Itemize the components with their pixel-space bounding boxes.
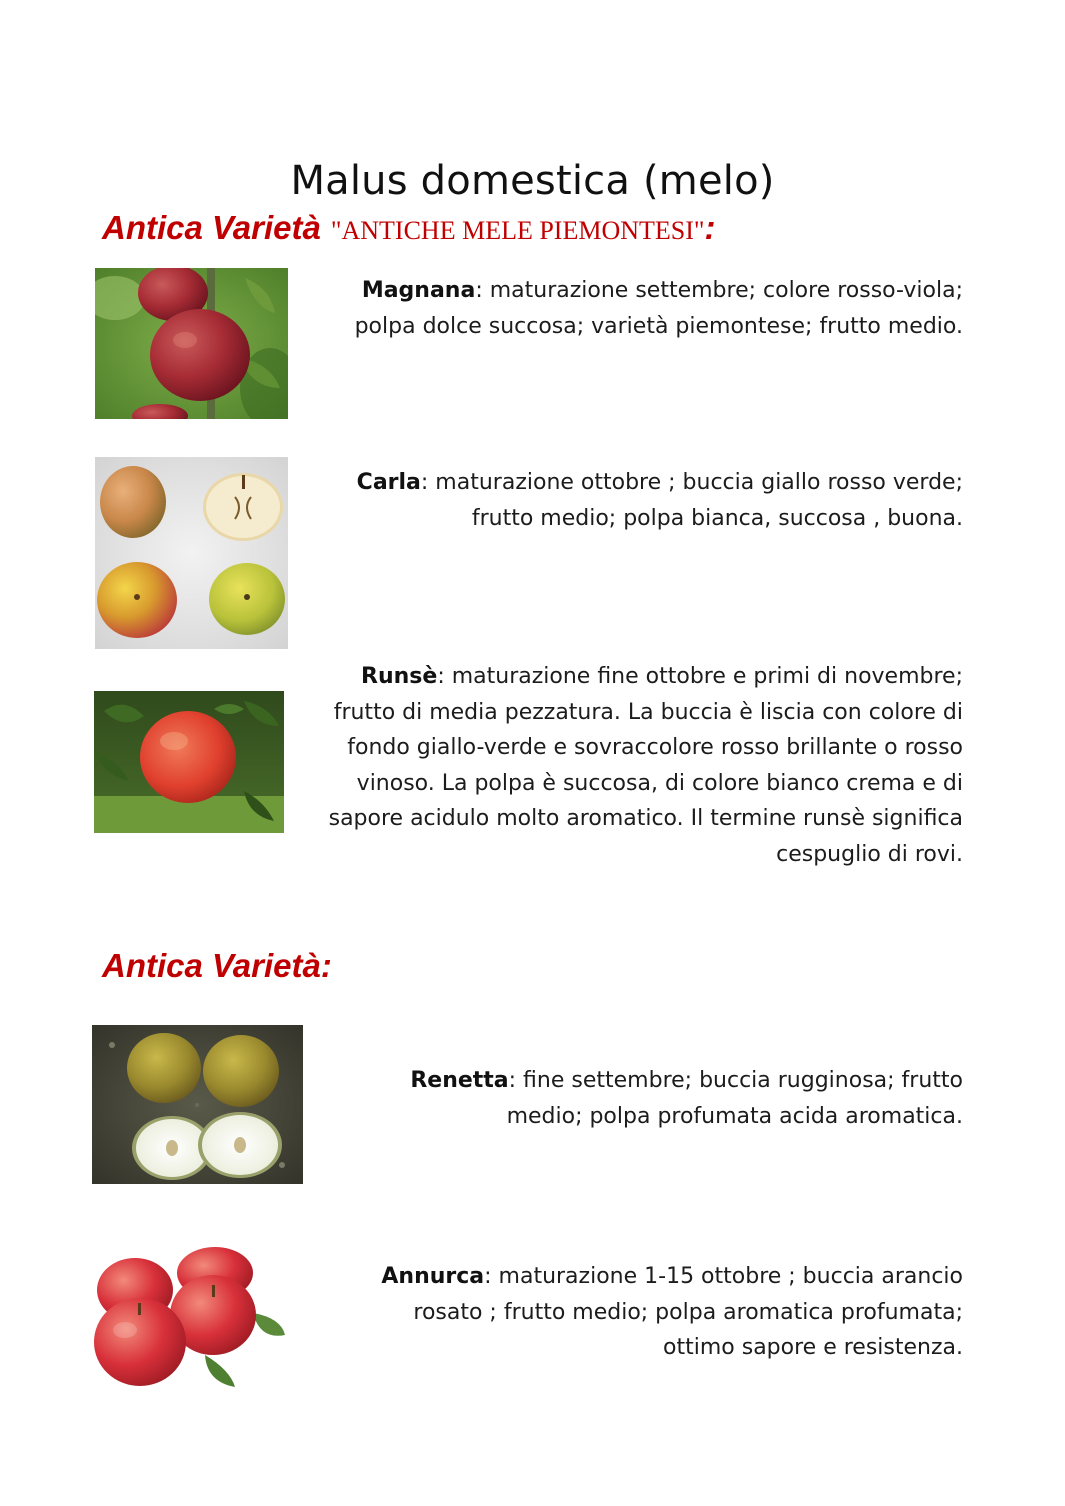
annurca-description [363, 1259, 963, 1366]
section-heading-antiche-mele [102, 208, 716, 251]
runse-apple-photo [94, 691, 284, 833]
magnana-apple-photo [95, 268, 288, 419]
section-heading-colon: : [704, 209, 716, 246]
renetta-text: : fine settembre; buccia rugginosa; frutto medio; polpa profumata acida aromatica. [506, 1068, 963, 1129]
renetta-apple-photo [92, 1025, 303, 1184]
magnana-description [313, 273, 963, 344]
renetta-name: Renetta [410, 1068, 509, 1093]
section-heading-subtitle: "ANTICHE MELE PIEMONTESI" [330, 216, 705, 245]
annurca-name: Annurca [381, 1264, 485, 1289]
page-title: Malus domestica (melo) [290, 157, 775, 204]
runse-text: : maturazione fine ottobre e primi di novembre; frutto di media pezzatura. La buccia è liscia con colore di fondo giallo-verde e sovraccolore rosso brillante o rosso vinoso. La polpa è succosa, di colore bianco crema e di sapore acidulo molto aromatico. Il termine runsè significa cespuglio di rovi. [328, 664, 963, 867]
carla-text: : maturazione ottobre ; buccia giallo rosso verde; frutto medio; polpa bianca, succosa , buona. [420, 470, 963, 531]
renetta-description [343, 1063, 963, 1134]
magnana-text: : maturazione settembre; colore rosso-viola; polpa dolce succosa; varietà piemontese; frutto medio. [354, 278, 963, 339]
annurca-apple-photo [85, 1245, 287, 1390]
annurca-text: : maturazione 1-15 ottobre ; buccia arancio rosato ; frutto medio; polpa aromatica profumata; ottimo sapore e resistenza. [413, 1264, 963, 1360]
carla-apple-photo [95, 457, 288, 649]
carla-description [313, 465, 963, 536]
section-heading-main: Antica Varietà [102, 209, 321, 246]
carla-name: Carla [356, 470, 421, 495]
runse-name: Runsè [361, 664, 438, 689]
magnana-name: Magnana [361, 278, 476, 303]
section-heading-antica-varieta: Antica Varietà: [102, 947, 332, 984]
runse-description [303, 659, 963, 872]
